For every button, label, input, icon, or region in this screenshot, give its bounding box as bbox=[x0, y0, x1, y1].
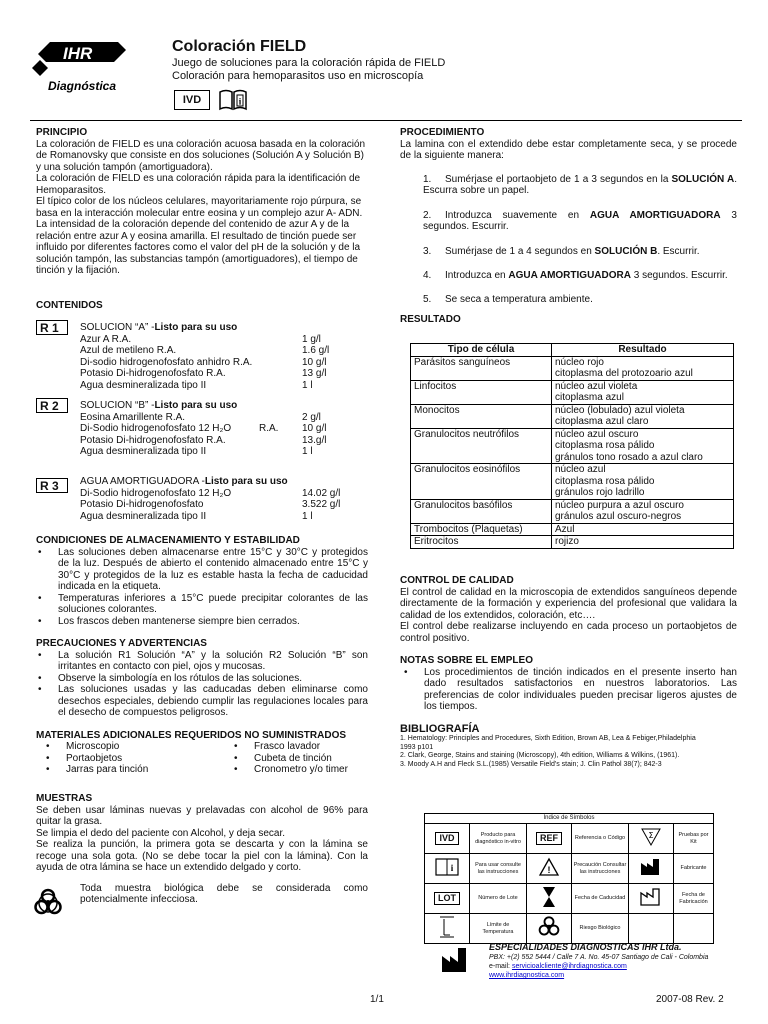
step-item bbox=[400, 270, 737, 294]
symbol-label: Precaución Consultar las instrucciones bbox=[572, 854, 629, 884]
ivd-icon: IVD bbox=[435, 832, 458, 845]
cell-result: núcleo purpura a azul oscuro gránulos azul oscuro-negros bbox=[552, 499, 734, 523]
table-row bbox=[411, 404, 734, 428]
manufacturer-icon bbox=[639, 857, 663, 877]
cell-type: Eritrocitos bbox=[411, 536, 552, 549]
caution-icon bbox=[538, 857, 560, 877]
component-name: Agua desmineralizada tipo II bbox=[80, 379, 207, 391]
procedimiento-heading: PROCEDIMIENTO bbox=[400, 127, 485, 138]
biohazard-icon bbox=[32, 887, 64, 919]
consult-instructions-icon bbox=[434, 857, 460, 877]
step-item bbox=[400, 174, 737, 210]
step-bold: AGUA AMORTIGUADORA bbox=[589, 209, 721, 221]
reagent-title: AGUA AMORTIGUADORA - bbox=[80, 476, 205, 487]
table-row bbox=[411, 380, 734, 404]
component-qty: 3.522 g/l bbox=[302, 499, 341, 510]
muestras-text: Se realiza la punción, la primera gota se descarta y con la lámina se recoge una sola gota. (No se debe tocar la piel con la lámina). Con la ayuda de otra lámina se hace un extendido delgado y corto. bbox=[36, 839, 368, 873]
lower-right-sections bbox=[400, 575, 737, 769]
page-title: Coloración FIELD bbox=[172, 38, 307, 55]
component-qty: 1 g/l bbox=[302, 333, 321, 345]
table-row bbox=[411, 356, 734, 380]
table-row bbox=[411, 536, 734, 549]
table-row bbox=[411, 523, 734, 536]
muestras-text: Se deben usar láminas nuevas y prelavadas con alcohol de 96% para quitar la grasa. bbox=[36, 804, 368, 827]
reference: 1. Hematology: Principles and Procedures, Sixth Edition, Brown AB, Lea & Febiger,Philadelphia bbox=[400, 735, 696, 742]
reagent-tag: R 3 bbox=[36, 478, 68, 493]
table-header: Resultado bbox=[552, 344, 734, 357]
email-link[interactable]: servicioalcliente@ihrdiagnostica.com bbox=[511, 963, 627, 970]
reference: 3. Moody A.H and Fleck S.L.(1985) Versatile Field's stain; J. Clin Pathol 38(7); 842-3 bbox=[400, 760, 662, 768]
materiales-list bbox=[36, 741, 392, 777]
component-name: Agua desmineralizada tipo II bbox=[80, 510, 207, 522]
temperature-limit-icon bbox=[436, 915, 458, 939]
contenidos-heading: CONTENIDOS bbox=[36, 299, 103, 311]
notas-item: • Los procedimientos de tinción indicados en el presente inserto han dado resultados satisfactorios en nuestros laboratorios. Las preferencias de color individuales pueden precisar ligeros ajustes de los tiempos. bbox=[402, 667, 737, 713]
symbol-index-title: Índice de Símbolos bbox=[425, 814, 714, 824]
reagent-r2 bbox=[36, 400, 392, 460]
symbol-label: Fabricante bbox=[674, 854, 714, 884]
ihr-logo bbox=[28, 40, 128, 96]
control-text: El control debe realizarse incluyendo en cada proceso un portaobjetos de control positivo. bbox=[400, 621, 737, 644]
cell-result: núcleo rojo citoplasma del protozoario azul bbox=[552, 356, 734, 380]
table-header: Tipo de célula bbox=[411, 344, 552, 357]
step-text: Se seca a temperatura ambiente. bbox=[445, 293, 593, 305]
company-address: PBX: +(2) 552 5444 / Calle 7 A. No. 45-07 Santiago de Cali - Colombia bbox=[489, 954, 709, 961]
symbol-label: Referencia o Código bbox=[572, 824, 629, 854]
component-qty: 13 g/l bbox=[302, 368, 327, 379]
ref-icon: REF bbox=[536, 832, 562, 845]
svg-text:!: ! bbox=[547, 865, 551, 876]
cell-result: núcleo azul citoplasma rosa pálido gránulos rojo ladrillo bbox=[552, 464, 734, 500]
step-text: Sumérjase el portaobjeto de 1 a 3 segundos en la bbox=[445, 173, 672, 185]
cell-type: Linfocitos bbox=[411, 380, 552, 404]
reagent-title-bold: Listo para su uso bbox=[154, 400, 238, 411]
almacenamiento-item: • Los frascos deben mantenerse siempre bien cerrados. bbox=[36, 616, 368, 628]
procedimiento-intro: La lamina con el extendido debe estar completamente seca, y se procede de la siguiente manera: bbox=[400, 138, 737, 161]
page-number: 1/1 bbox=[370, 994, 384, 1005]
cell-type: Parásitos sanguíneos bbox=[411, 356, 552, 380]
step-text: Sumérjase de 1 a 4 segundos en bbox=[445, 245, 595, 257]
email-label: e-mail: bbox=[489, 963, 512, 970]
component-name: Potasio Di-hidrogenofosfato R.A. bbox=[80, 368, 226, 379]
component-qty: 1 l bbox=[302, 446, 313, 457]
component-name: Di-Sodio hidrogenofosfato 12 H₂O bbox=[80, 487, 232, 499]
tests-per-kit-icon bbox=[640, 827, 662, 847]
step-text: Introduzca suavemente en bbox=[445, 209, 590, 221]
principio-text bbox=[36, 139, 368, 277]
precauciones-item: • La solución R1 Solución “A” y la solución R2 Solución “B” son irritantes en contacto con piel, ojos y mucosas. bbox=[36, 650, 368, 673]
principio-heading: PRINCIPIO bbox=[36, 127, 88, 138]
resultado-heading: RESULTADO bbox=[400, 313, 461, 325]
reagent-title: SOLUCION “A” - bbox=[80, 322, 155, 333]
symbol-label: Fecha de Fabricación bbox=[674, 884, 714, 914]
step-bold: SOLUCIÓN B bbox=[594, 245, 658, 257]
control-text: El control de calidad en la microscopia de extendidos sanguíneos depende directamente de la formación y experiencia del profesional que validara la calidad de los extendidos, coloración, etc…. bbox=[400, 586, 737, 621]
svg-text:i: i bbox=[450, 863, 454, 874]
symbol-label: Riesgo Biológico bbox=[572, 914, 629, 944]
cell-type: Granulocitos eosinófilos bbox=[411, 464, 552, 500]
component-name: Azur A R.A. bbox=[80, 333, 132, 345]
component-qty: 1 l bbox=[302, 510, 313, 522]
biohazard-icon bbox=[537, 915, 561, 939]
cell-type: Monocitos bbox=[411, 404, 552, 428]
biohazard-warning bbox=[36, 883, 392, 917]
precauciones-heading: PRECAUCIONES Y ADVERTENCIAS bbox=[36, 638, 207, 649]
step-number: 5. bbox=[423, 293, 432, 305]
cell-result: rojizo bbox=[552, 536, 734, 549]
result-table bbox=[410, 343, 734, 549]
step-bold: AGUA AMORTIGUADORA bbox=[508, 269, 631, 281]
step-number: 3. bbox=[423, 245, 432, 257]
warning-text: Toda muestra biológica debe se considerada como potencialmente infecciosa. bbox=[80, 882, 368, 905]
right-column bbox=[400, 127, 737, 325]
component-name: Di-sodio hidrogenofosfato anhidro R.A. bbox=[80, 356, 253, 368]
svg-text:Σ: Σ bbox=[648, 831, 654, 841]
manufacturer-icon bbox=[440, 946, 480, 974]
component-name: Agua desmineralizada tipo II bbox=[80, 446, 207, 457]
principio-line: basa en la interacción molecular entre eosina y un complejo azur A- ADN. bbox=[36, 207, 363, 219]
step-number: 2. bbox=[423, 209, 432, 221]
symbol-label: Límite de Temperatura bbox=[470, 914, 527, 944]
muestras-text: Se limpia el dedo del paciente con Alcohol, y deja secar. bbox=[36, 827, 286, 839]
company-name: ESPECIALIDADES DIAGNOSTICAS IHR Ltda. bbox=[489, 942, 682, 952]
component-qty: 1.6 g/l bbox=[302, 345, 330, 356]
symbol-label: Para usar consulte las instrucciones bbox=[470, 854, 527, 884]
bibliografia-heading: BIBLIOGRAFÍA bbox=[400, 722, 480, 735]
principio-line: de Romanovsky que consiste en dos soluciones (Solución A y Solución B) bbox=[36, 150, 364, 161]
steps-list bbox=[400, 174, 737, 318]
company-email-line bbox=[489, 962, 627, 971]
bibliografia-list bbox=[400, 735, 737, 769]
cell-result: Azul bbox=[552, 523, 734, 536]
symbol-index bbox=[424, 813, 714, 944]
component-qty: 1 l bbox=[302, 379, 313, 391]
step-text: Introduzca en bbox=[445, 269, 509, 281]
header-divider bbox=[30, 120, 742, 121]
subtitle-1: Juego de soluciones para la coloración rápida de FIELD bbox=[172, 57, 446, 69]
symbol-label: Producto para diagnóstico in-vitro bbox=[470, 824, 527, 854]
component-qty: 14.02 g/l bbox=[302, 487, 341, 499]
component-qty: 10 g/l bbox=[302, 423, 327, 434]
reagent-r3 bbox=[36, 476, 392, 524]
principio-line: La intensidad de la coloración depende del contenido de azur A y de la bbox=[36, 219, 350, 230]
principio-line: solución tampón, las substancias tampón (amortiguadores), el tiempo de bbox=[36, 253, 358, 265]
left-column bbox=[36, 127, 392, 917]
reference: 1993 p101 bbox=[400, 743, 434, 751]
symbol-label: Pruebas por Kit bbox=[674, 824, 714, 854]
material-item: • Cubeta de tinción bbox=[232, 753, 348, 765]
materiales-heading: MATERIALES ADICIONALES REQUERIDOS NO SUMINISTRADOS bbox=[36, 729, 347, 741]
step-item bbox=[400, 210, 737, 246]
cell-type: Granulocitos neutrófilos bbox=[411, 428, 552, 464]
material-item: • Microscopio bbox=[44, 741, 148, 753]
reagent-r1 bbox=[36, 321, 392, 391]
almacenamiento-item: • Las soluciones deben almacenarse entre 15°C y 30°C y protegidos de la luz. Después de abierto el contenido almacenado entre 15°C y 30°C y protegidos de la luz es estable hasta la fecha de caducidad indicada en la etiqueta. bbox=[36, 547, 368, 593]
principio-line: Hemoparasitos. bbox=[36, 184, 107, 196]
logo-subtext: Diagnóstica bbox=[48, 79, 117, 93]
consult-instructions-icon bbox=[218, 89, 248, 111]
principio-line: influido por diferentes factores como el valor del pH de la solución y de la bbox=[36, 242, 361, 253]
cell-type: Trombocitos (Plaquetas) bbox=[411, 523, 552, 536]
precauciones-item: • Las soluciones usadas y las caducadas deben eliminarse como desechos especiales, debiendo cumplir las regulaciones locales para el desecho de compuestos peligrosos. bbox=[36, 684, 368, 719]
reagent-title-bold: Listo para su uso bbox=[204, 476, 288, 487]
principio-line: y una solución tampón (amortiguadora). bbox=[36, 161, 213, 173]
material-item: • Frasco lavador bbox=[232, 741, 348, 753]
muestras-heading: MUESTRAS bbox=[36, 793, 93, 804]
ivd-symbol: IVD bbox=[174, 90, 210, 110]
precauciones-item: • Observe la simbología en los rótulos de las soluciones. bbox=[36, 673, 368, 685]
hourglass-icon bbox=[540, 886, 558, 908]
component-qty: 2 g/l bbox=[302, 411, 321, 423]
step-bold: SOLUCIÓN A bbox=[671, 173, 735, 185]
subtitle-2: Coloración para hemoparasitos uso en microscopía bbox=[172, 70, 424, 82]
website-link[interactable]: www.ihrdiagnostica.com bbox=[489, 972, 565, 979]
component-name: Azul de metileno R.A. bbox=[80, 345, 177, 356]
component-name: Potasio Di-hidrogenofosfato R.A. bbox=[80, 434, 226, 446]
material-item: • Cronometro y/o timer bbox=[232, 764, 348, 776]
table-row bbox=[411, 464, 734, 500]
cell-result: núcleo azul oscuro citoplasma rosa pálido gránulos tono rosado a azul claro bbox=[552, 428, 734, 464]
notas-heading: NOTAS SOBRE EL EMPLEO bbox=[400, 655, 533, 666]
lot-icon: LOT bbox=[434, 892, 460, 905]
revision: 2007-08 Rev. 2 bbox=[656, 994, 724, 1005]
company-web-line bbox=[489, 971, 564, 980]
step-number: 4. bbox=[423, 269, 432, 281]
component-name: Potasio Di-hidrogenofosfato bbox=[80, 499, 204, 510]
reagent-title-bold: Listo para su uso bbox=[154, 322, 238, 333]
table-row bbox=[411, 428, 734, 464]
cell-result: núcleo (lobulado) azul violeta citoplasma azul claro bbox=[552, 404, 734, 428]
step-text: 3 segundos. Escurrir. bbox=[423, 209, 737, 232]
step-number: 1. bbox=[423, 173, 432, 185]
step-item bbox=[400, 246, 737, 270]
step-text: . Escurra sobre un papel. bbox=[423, 173, 737, 196]
principio-line: La coloración de FIELD es una coloración rápida para la identificación de bbox=[36, 173, 361, 184]
principio-line: tinción y la fijación. bbox=[36, 265, 120, 276]
almacenamiento-item: • Temperaturas inferiores a 15°C puede precipitar colorantes de las soluciones colorantes. bbox=[36, 593, 368, 616]
material-item: • Portaobjetos bbox=[44, 753, 148, 765]
reagent-title: SOLUCION “B” - bbox=[80, 400, 155, 411]
component-name: Di-Sodio hidrogenofosfato 12 H₂O R.A. bbox=[80, 423, 279, 434]
step-text: . Escurrir. bbox=[657, 245, 700, 257]
reagent-tag: R 2 bbox=[36, 398, 68, 413]
cell-result: núcleo azul violeta citoplasma azul bbox=[552, 380, 734, 404]
material-item: • Jarras para tinción bbox=[44, 764, 148, 776]
almacenamiento-heading: CONDICIONES DE ALMACENAMIENTO Y ESTABILIDAD bbox=[36, 535, 300, 546]
table-row bbox=[411, 499, 734, 523]
reference: 2. Clark, George, Stains and staining (Microscopy), 4th edition, Williams & Wilkins, (1961). bbox=[400, 752, 680, 759]
component-name: Eosina Amarillente R.A. bbox=[80, 411, 186, 423]
principio-line: El típico color de los núcleos celulares, mayoritariamente rojo púrpura, se bbox=[36, 196, 362, 207]
control-heading: CONTROL DE CALIDAD bbox=[400, 575, 514, 586]
cell-type: Granulocitos basófilos bbox=[411, 499, 552, 523]
step-text: 3 segundos. Escurrir. bbox=[630, 269, 728, 281]
symbol-label: Fecha de Caducidad bbox=[572, 884, 629, 914]
symbol-label: Número de Lote bbox=[470, 884, 527, 914]
reagent-tag: R 1 bbox=[36, 320, 68, 335]
logo-text: IHR bbox=[63, 44, 93, 63]
component-qty: 13.g/l bbox=[302, 434, 327, 446]
svg-text:i: i bbox=[238, 96, 242, 107]
manufacture-date-icon bbox=[639, 887, 663, 907]
principio-line: La coloración de FIELD es una coloración acuosa basada en la coloración bbox=[36, 138, 366, 150]
principio-line: relación entre azur A y eosina amarilla. El resultado de tinción puede ser bbox=[36, 230, 357, 242]
component-qty: 10 g/l bbox=[302, 356, 327, 368]
step-item bbox=[400, 294, 737, 318]
